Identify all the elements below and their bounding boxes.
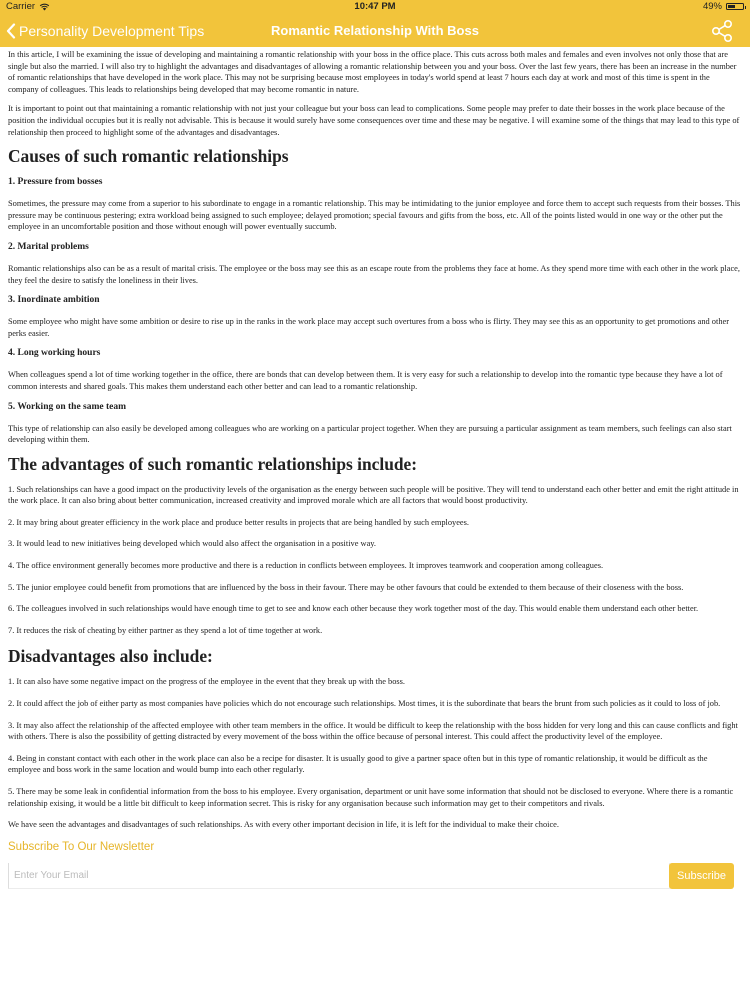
disadvantage-item: 5. There may be some leak in confidential information from the boss to his employee. Every organisation, department or unit have some information that should not be disclosed to everyone. Where there is a romantic relationship exising, it would be a little bit difficult to keep information secret. This is risky for any organisation because such information may get to their competitors and rivals. bbox=[8, 787, 734, 808]
share-icon[interactable] bbox=[710, 19, 734, 43]
advantage-item: 6. The colleagues involved in such relationships would have enough time to get to see and know each other because they work together most of the day. This would enable them understand each other better. bbox=[8, 604, 699, 614]
conclusion-paragraph: We have seen the advantages and disadvantages of such relationships. As with every other important decision in life, it is left for the individual to make their choice. bbox=[8, 820, 559, 830]
back-button[interactable] bbox=[6, 14, 204, 47]
advantage-item: 5. The junior employee could benefit from promotions that are influenced by the boss in their favour. There may be other favours that could be extended to them because of their closeness with the boss. bbox=[8, 582, 684, 592]
disadvantage-item: 2. It could affect the job of either party as most companies have policies which do not encourage such relationships. Most times, it is the subordinate that bears the brunt from such policies as it could to loss of job. bbox=[8, 699, 721, 709]
newsletter-title: Subscribe To Our Newsletter bbox=[8, 840, 155, 853]
advantage-item: 3. It would lead to new initiatives being developed which would also affect the organisation in a positive way. bbox=[8, 539, 377, 549]
cause-title: 4. Long working hours bbox=[8, 348, 101, 359]
intro-paragraph: In this article, I will be examining the issue of developing and maintaining a romantic relationship with your boss in the office place. This cuts across both males and females and even involves not only those that are single but also the married. I will also try to highlight the advantages and disadvantages of allowing a romantic relationship between you and your boss. Over the last few years, there has been an increase in the number of romantic relationships that have developed in the work place. This may not be surprising because most employees in today's world spend at least 7 hours each day at work and most of this time is spent in the company of colleagues. This leads to relationships being developed that may become romantic in nature. bbox=[8, 50, 737, 94]
newsletter-section bbox=[0, 841, 750, 889]
status-right bbox=[703, 1, 744, 12]
disadvantage-item: 3. It may also affect the relationship of the affected employee with other team members in the office. It would be difficult to keep the relationship with the boss hidden for very long and this can cause conflicts and fight with others. There is also the possibility of getting distracted by every movement of the boss within the office because of personal interest. This could affect the productivity level of the employee. bbox=[8, 720, 738, 742]
battery-percent: 49% bbox=[702, 1, 722, 12]
advantage-item: 4. The office environment generally becomes more productive and there is a reduction in conflicts between employees. It improves teamwork and cooperation among colleagues. bbox=[8, 561, 604, 571]
advantage-item: 1. Such relationships can have a good impact on the productivity levels of the organisation as the energy between such people will be positive. They will tend to understand each other better and emit the right attitude in the work place. It can also bring about better communication, increased creativity and improved morale which are all factors that would boost productivity. bbox=[8, 484, 739, 506]
nav-bar bbox=[0, 14, 750, 47]
cause-title: 2. Marital problems bbox=[8, 241, 89, 252]
advantage-item: 2. It may bring about greater efficiency in the work place and produce better results in projects that are being handled by such employees. bbox=[8, 517, 470, 527]
status-time: 10:47 PM bbox=[354, 1, 396, 12]
cause-text: When colleagues spend a lot of time working together in the office, there are bonds that can develop between them. It is very easy for such a relationship to develop into the romantic type because they have a lot of common interests and shared goals. This makes them understand each other better and can lead to a romantic relationship. bbox=[8, 370, 723, 391]
subscribe-button[interactable]: Subscribe bbox=[669, 863, 734, 889]
page-title: Romantic Relationship With Boss bbox=[271, 23, 479, 38]
subscribe-row bbox=[8, 863, 742, 889]
cause-text: Some employee who might have some ambition or desire to rise up in the ranks in the work place may accept such overtures from a boss who is flirty. They may see this as an opportunity to get promotions and other perks easier. bbox=[8, 317, 730, 338]
article-content bbox=[0, 47, 750, 831]
battery-fill bbox=[728, 5, 735, 8]
email-input[interactable] bbox=[8, 863, 670, 889]
cause-text: This type of relationship can also easily be developed among colleagues who are working on a particular project together. When they are pursuing a particular assignment as team members, such feelings can also start developing within them. bbox=[8, 423, 732, 445]
carrier-label: Carrier bbox=[6, 1, 36, 12]
back-label: Personality Development Tips bbox=[19, 22, 205, 39]
cause-text: Romantic relationships also can be as a result of marital crisis. The employee or the boss may see this as an escape route from the problems they face at home. As they spend more time with each other in the work place, they feel the desire to satisfy the loneliness in their lives. bbox=[8, 263, 740, 285]
chevron-left-icon bbox=[6, 23, 16, 39]
battery-icon bbox=[726, 3, 744, 10]
cause-title: 1. Pressure from bosses bbox=[8, 177, 103, 188]
disadvantage-item: 4. Being in constant contact with each other in the work place can also be a recipe for disaster. It is usually good to give a partner space often but in this type of romantic relationship, it would be difficult as the employee and boss work in the same location and would bump into each other regularly. bbox=[8, 753, 708, 775]
disadvantages-heading: Disadvantages also include: bbox=[8, 646, 213, 667]
status-bar bbox=[0, 0, 750, 14]
advantage-item: 7. It reduces the risk of cheating by either partner as they spend a lot of time together at work. bbox=[8, 625, 323, 635]
cause-title: 5. Working on the same team bbox=[8, 401, 127, 412]
advantages-heading: The advantages of such romantic relationships include: bbox=[8, 453, 418, 474]
disadvantage-item: 1. It can also have some negative impact on the progress of the employee in the event that they break up with the boss. bbox=[8, 677, 405, 687]
cause-title: 3. Inordinate ambition bbox=[8, 295, 100, 306]
cause-text: Sometimes, the pressure may come from a superior to his subordinate to engage in a romantic relationship. This may be intimidating to the junior employee and force them to accept such requests from their bosses. This pressure may be continuous pestering; extra workload being assigned to such employee; delayed promotion; special favours and gifts from the boss, etc. All of the points listed would in one way or the other put the employee in an uncomfortable position and those without enough will power eventually succumb. bbox=[8, 199, 741, 232]
intro-paragraph: It is important to point out that maintaining a romantic relationship with not just your colleague but your boss can lead to complications. Some people may prefer to date their bosses in the work place because of the position the individual occupies but it is really not advisable. This is because it would surely have some consequences over time and these may be negative. I will examine some of the things that may lead to this type of relationship then proceed to highlight some of the advantages and disadvantages. bbox=[8, 104, 740, 137]
causes-heading: Causes of such romantic relationships bbox=[8, 146, 289, 167]
